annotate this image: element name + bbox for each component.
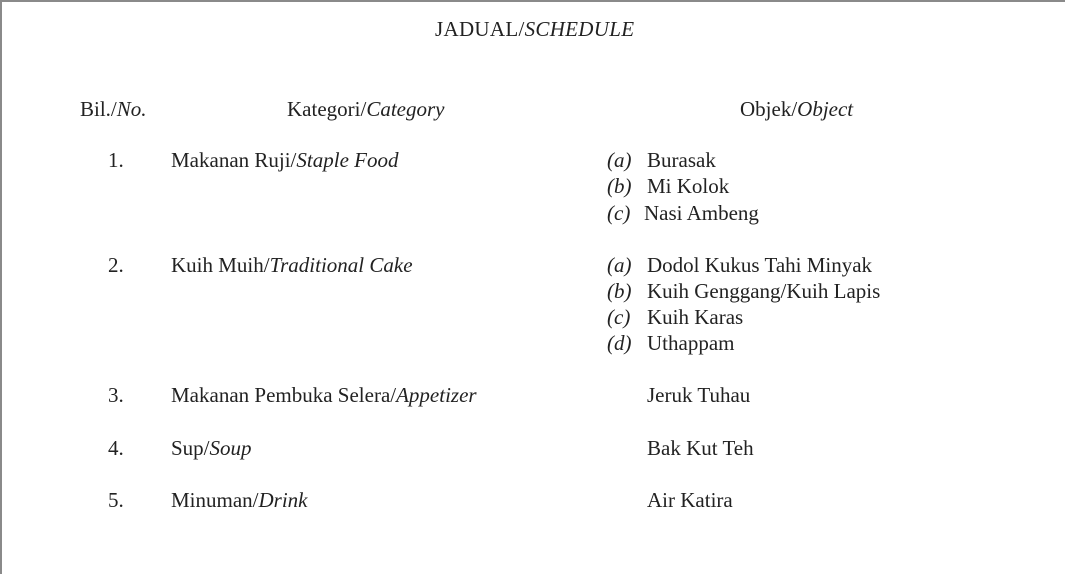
header-no-main: Bil./	[80, 97, 117, 121]
title-italic: SCHEDULE	[524, 17, 635, 41]
row-1-object-a: Burasak	[647, 148, 716, 172]
header-category	[287, 96, 444, 122]
row-3-category	[171, 382, 477, 408]
row-1-object-c: Nasi Ambeng	[644, 201, 759, 225]
row-2-object-d: Uthappam	[647, 331, 735, 355]
row-3-object: Jeruk Tuhau	[647, 383, 751, 407]
row-3-number: 3.	[108, 383, 124, 407]
row-1-category	[171, 147, 398, 173]
row-2-object-a: Dodol Kukus Tahi Minyak	[647, 253, 873, 277]
row-2-object-b: Kuih Genggang/Kuih Lapis	[647, 279, 881, 303]
row-5-category	[171, 487, 308, 513]
row-2-number: 2.	[108, 253, 124, 277]
header-no	[80, 96, 147, 122]
row-1-category-italic: Staple Food	[296, 148, 399, 172]
row-2-object-c-label: (c)	[607, 305, 631, 329]
header-object	[740, 96, 853, 122]
row-1-object-b: Mi Kolok	[647, 174, 730, 198]
row-2-category-main: Kuih Muih/	[171, 253, 270, 277]
row-2-category	[171, 252, 413, 278]
row-1-object-c-label: (c)	[607, 201, 631, 225]
header-category-italic: Category	[366, 97, 445, 121]
row-2-object-d-label: (d)	[607, 331, 632, 355]
row-4-object: Bak Kut Teh	[647, 436, 754, 460]
row-1-object-a-label: (a)	[607, 148, 632, 172]
row-4-number: 4.	[108, 436, 124, 460]
row-5-number: 5.	[108, 488, 124, 512]
row-3-category-main: Makanan Pembuka Selera/	[171, 383, 397, 407]
row-5-category-main: Minuman/	[171, 488, 259, 512]
header-object-main: Objek/	[740, 97, 798, 121]
row-4-category	[171, 435, 252, 461]
row-1-category-main: Makanan Ruji/	[171, 148, 297, 172]
header-object-italic: Object	[797, 97, 854, 121]
row-4-category-main: Sup/	[171, 436, 210, 460]
row-1-object-b-label: (b)	[607, 174, 632, 198]
row-5-object: Air Katira	[647, 488, 733, 512]
row-2-object-c: Kuih Karas	[647, 305, 744, 329]
row-2-category-italic: Traditional Cake	[269, 253, 413, 277]
row-2-object-b-label: (b)	[607, 279, 632, 303]
row-5-category-italic: Drink	[258, 488, 308, 512]
header-no-italic: No.	[116, 97, 147, 121]
document-title	[435, 17, 634, 42]
row-3-category-italic: Appetizer	[396, 383, 477, 407]
header-category-main: Kategori/	[287, 97, 367, 121]
row-1-number: 1.	[108, 148, 124, 172]
row-4-category-italic: Soup	[209, 436, 252, 460]
row-2-object-a-label: (a)	[607, 253, 632, 277]
title-main: JADUAL/	[435, 17, 525, 41]
